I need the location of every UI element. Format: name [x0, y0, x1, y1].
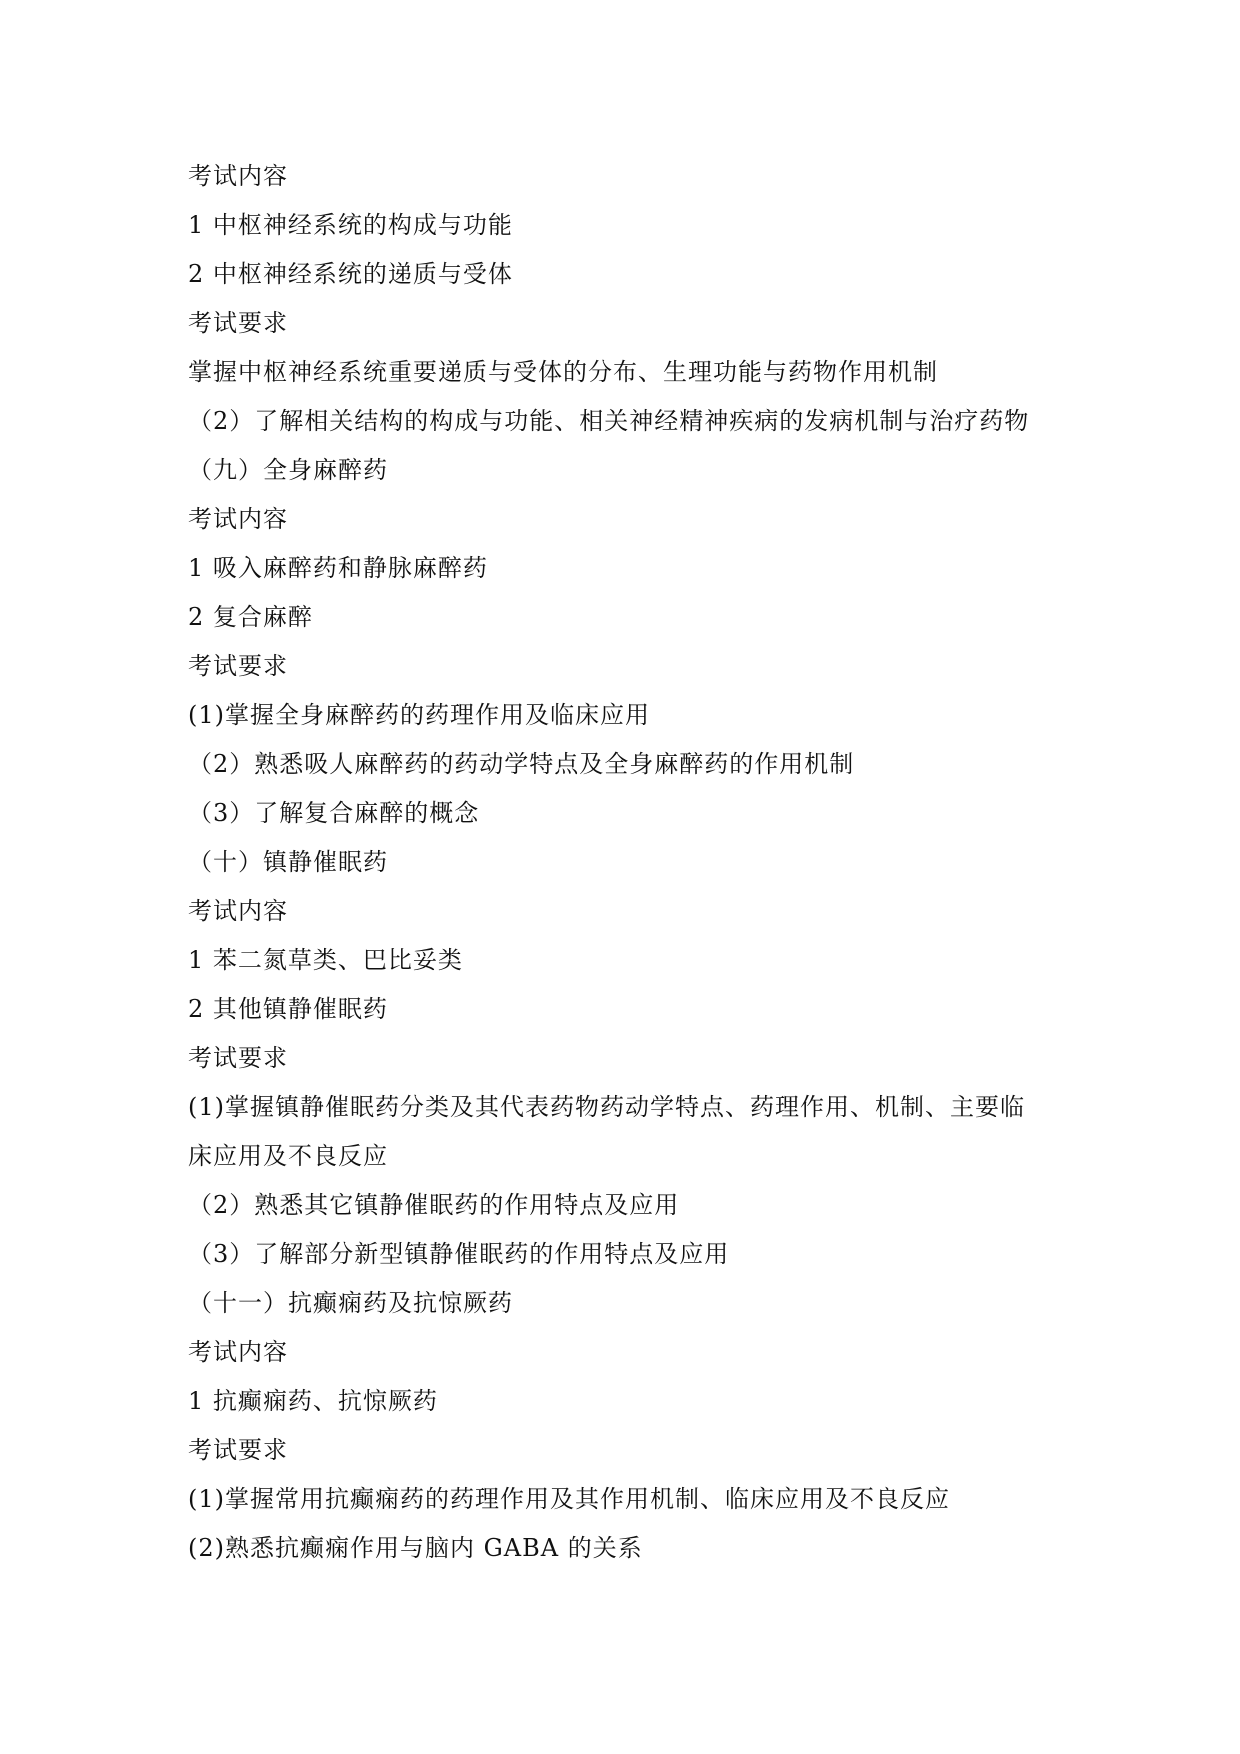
requirement-item: (1)掌握常用抗癫痫药的药理作用及其作用机制、临床应用及不良反应: [188, 1485, 950, 1513]
section-heading: 考试要求: [188, 1436, 288, 1464]
chapter-title: （十一）抗癫痫药及抗惊厥药: [188, 1289, 513, 1317]
section-heading: 考试要求: [188, 309, 288, 337]
list-item: 2 复合麻醉: [188, 603, 313, 631]
list-item: 2 中枢神经系统的递质与受体: [188, 260, 513, 288]
section-heading: 考试要求: [188, 1044, 288, 1072]
requirement-item: (1)掌握镇静催眠药分类及其代表药物药动学特点、药理作用、机制、主要临: [188, 1093, 1025, 1121]
requirement-item: (1)掌握全身麻醉药的药理作用及临床应用: [188, 701, 650, 729]
requirement-item: （2）熟悉吸人麻醉药的药动学特点及全身麻醉药的作用机制: [188, 750, 855, 778]
section-heading: 考试要求: [188, 652, 288, 680]
requirement-item: （3）了解复合麻醉的概念: [188, 799, 480, 827]
list-item: 1 苯二氮草类、巴比妥类: [188, 946, 463, 974]
chapter-title: （十）镇静催眠药: [188, 848, 388, 876]
chapter-title: （九）全身麻醉药: [188, 456, 388, 484]
section-heading: 考试内容: [188, 505, 288, 533]
requirement-item: 掌握中枢神经系统重要递质与受体的分布、生理功能与药物作用机制: [188, 358, 938, 386]
requirement-item-continuation: 床应用及不良反应: [188, 1142, 388, 1170]
requirement-item: （2）熟悉其它镇静催眠药的作用特点及应用: [188, 1191, 680, 1219]
section-heading: 考试内容: [188, 897, 288, 925]
list-item: 1 中枢神经系统的构成与功能: [188, 211, 513, 239]
list-item: 1 抗癫痫药、抗惊厥药: [188, 1387, 438, 1415]
list-item: 2 其他镇静催眠药: [188, 995, 388, 1023]
section-heading: 考试内容: [188, 162, 288, 190]
requirement-item: （2）了解相关结构的构成与功能、相关神经精神疾病的发病机制与治疗药物: [188, 407, 1030, 435]
list-item: 1 吸入麻醉药和静脉麻醉药: [188, 554, 488, 582]
requirement-item: (2)熟悉抗癫痫作用与脑内 GABA 的关系: [188, 1534, 643, 1562]
requirement-item: （3）了解部分新型镇静催眠药的作用特点及应用: [188, 1240, 730, 1268]
section-heading: 考试内容: [188, 1338, 288, 1366]
